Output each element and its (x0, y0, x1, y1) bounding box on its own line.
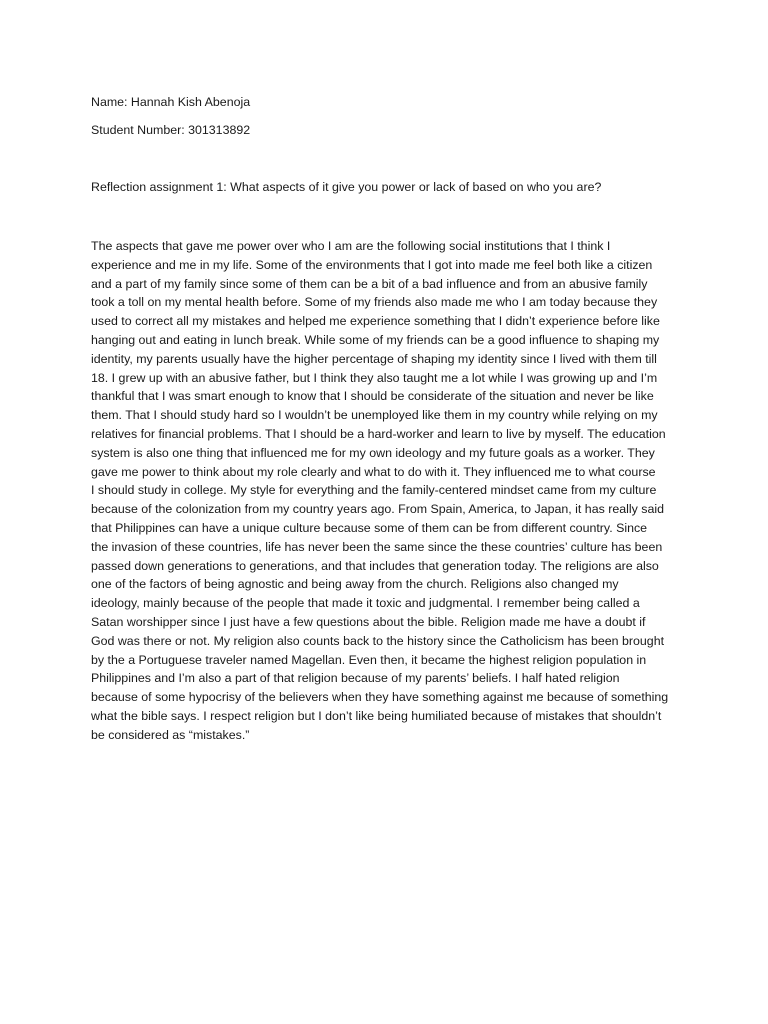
body-line: The aspects that gave me power over who I am are the following social institutions that I think I (91, 239, 611, 253)
body-line: that Philippines can have a unique culture because some of them can be from different country. Since (91, 520, 648, 535)
body-line: and a part of my family since some of them can be a bit of a bad influence and from an abusive family (91, 276, 648, 291)
body-line: God was there or not. My religion also counts back to the history since the Catholicism has been brought (91, 633, 665, 648)
student-number: Student Number: 301313892 (91, 123, 251, 137)
body-line: used to correct all my mistakes and helped me experience something that I didn’t experience before like (91, 314, 660, 329)
body-line: because of the colonization from my country years ago. From Spain, America, to Japan, it has really said (91, 502, 664, 517)
body-line: thankful that I was smart enough to know that I should be considerate of the situation and never be like (91, 389, 654, 404)
body-line: Philippines and I’m also a part of that religion because of my parents’ beliefs. I half hated religion (91, 671, 620, 686)
body-line: experience and me in my life. Some of the environments that I got into made me feel both like a citizen (91, 257, 653, 272)
student-name: Name: Hannah Kish Abenoja (91, 95, 251, 109)
body-line: hanging out and eating in lunch break. While some of my friends can be a good influence to shaping my (91, 332, 660, 347)
body-line: because of some hypocrisy of the believers when they have something against me because of something (91, 690, 669, 705)
body-line: system is also one thing that influenced me for my own ideology and my future goals as a worker. They (91, 445, 655, 460)
body-line: the invasion of these countries, life has never been the same since the these countries’ culture has been (91, 539, 663, 554)
body-line: what the bible says. I respect religion but I don’t like being humiliated because of mistakes that shouldn’t (91, 708, 662, 723)
body-line: relatives for financial problems. That I should be a hard-worker and learn to live by myself. The education (91, 426, 666, 441)
assignment-title: Reflection assignment 1: What aspects of it give you power or lack of based on who you are? (91, 180, 602, 194)
body-line: gave me power to think about my role clearly and what to do with it. They influenced me to what course (91, 464, 656, 479)
body-line: them. That I should study hard so I wouldn’t be unemployed like them in my country while relying on my (91, 408, 658, 423)
body-line: Satan worshipper since I just have a few questions about the bible. Religion made me have a doubt if (91, 614, 646, 629)
body-line: be considered as “mistakes.” (91, 727, 250, 742)
body-line: one of the factors of being agnostic and being away from the church. Religions also changed my (91, 577, 619, 592)
body-line: I should study in college. My style for everything and the family-centered mindset came from my culture (91, 483, 657, 498)
body-line: ideology, mainly because of the people that made it toxic and judgmental. I remember being called a (91, 596, 640, 611)
body-line: by the a Portuguese traveler named Magellan. Even then, it became the highest religion population in (91, 652, 647, 667)
body-line: identity, my parents usually have the higher percentage of shaping my identity since I lived with them till (91, 351, 657, 366)
body-line: took a toll on my mental health before. Some of my friends also made me who I am today because they (91, 295, 658, 310)
reflection-body (91, 237, 691, 745)
body-line: 18. I grew up with an abusive father, but I think they also taught me a lot while I was growing up and I’m (91, 370, 658, 385)
body-line: passed down generations to generations, and that includes that generation today. The religions are also (91, 558, 659, 573)
